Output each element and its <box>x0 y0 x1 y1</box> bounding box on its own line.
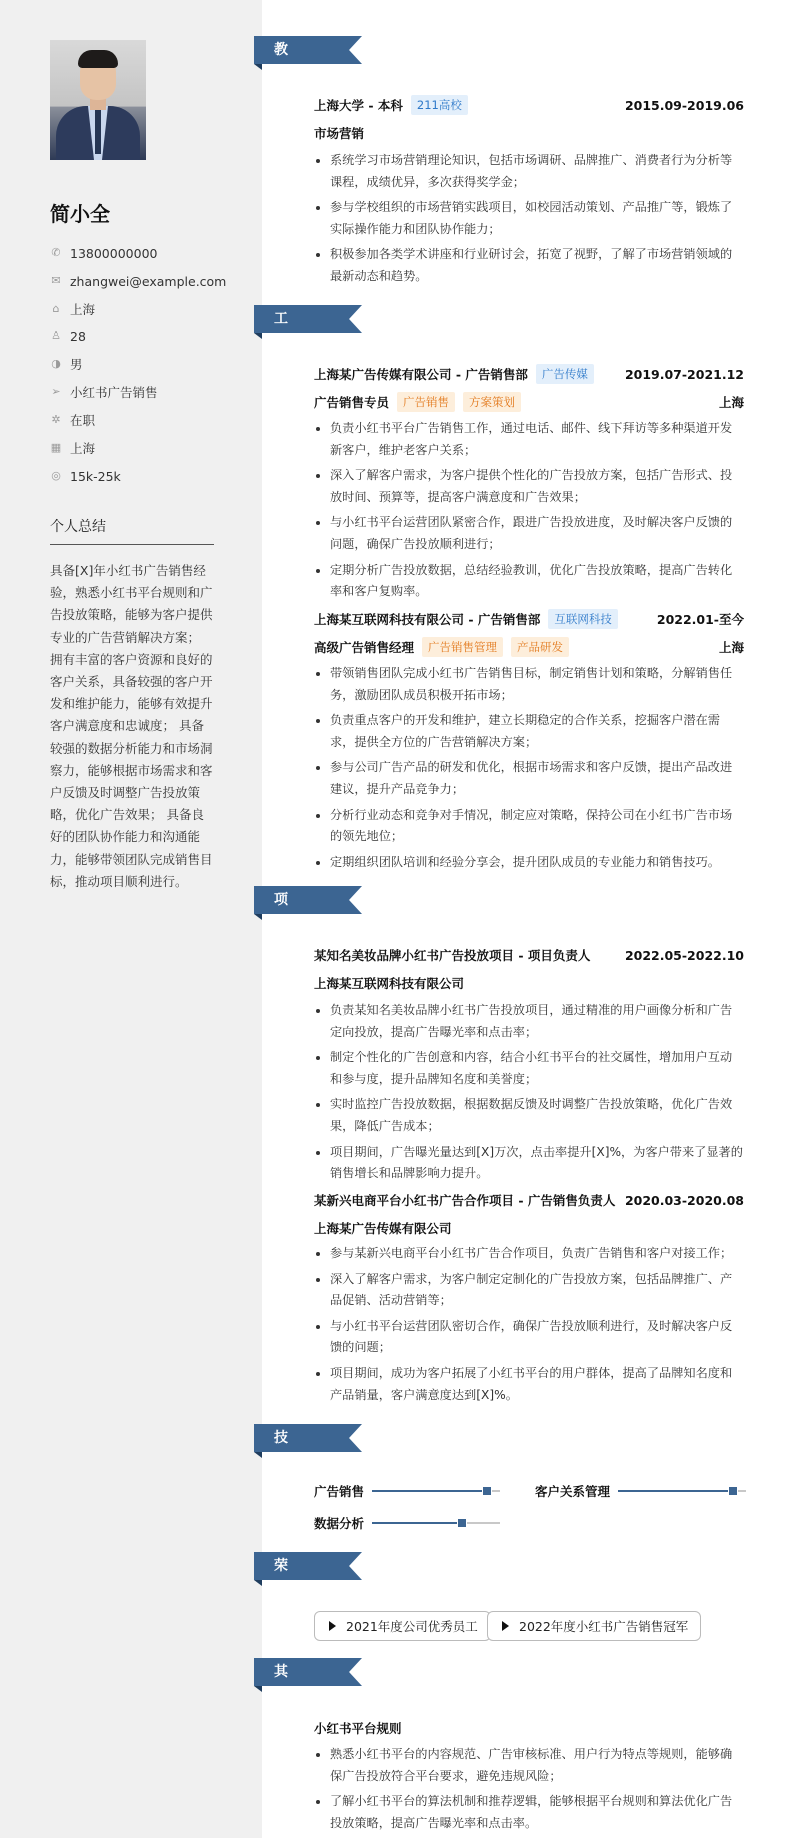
skill-tag: 方案策划 <box>463 392 521 412</box>
info-age <box>50 327 86 345</box>
list-item: 项目期间，广告曝光量达到[X]万次，点击率提升[X]%，为客户带来了显著的销售增长和品牌影响力提升。 <box>314 1142 744 1185</box>
school-tag: 211高校 <box>411 95 468 115</box>
section-title: 其他信息 <box>274 1664 289 1764</box>
skill-bar <box>372 1490 500 1492</box>
section-title: 项目经历 <box>274 892 289 992</box>
work-header-row <box>314 609 744 629</box>
list-item: 深入了解客户需求，为客户制定定制化的广告投放方案，包括品牌推广、产品促销、活动营销等； <box>314 1269 744 1312</box>
info-text: 15k-25k <box>70 468 121 484</box>
project-company: 上海某广告传媒有限公司 <box>314 1221 452 1236</box>
summary-title: 个人总结 <box>50 519 106 535</box>
skill-crm <box>535 1482 746 1500</box>
list-item: 实时监控广告投放数据，根据数据反馈及时调整广告投放策略，优化广告效果，降低广告成本； <box>314 1094 744 1137</box>
skill-tag: 产品研发 <box>511 637 569 657</box>
skill-tag: 广告销售 <box>397 392 455 412</box>
skill-data-analysis <box>314 1514 500 1532</box>
project-dates: 2020.03-2020.08 <box>624 1192 744 1208</box>
project-company-row <box>314 1219 744 1237</box>
work-title-row <box>314 637 744 657</box>
list-item: 定期分析广告投放数据，总结经验教训，优化广告投放策略，提高广告转化率和客户复购率。 <box>314 560 744 603</box>
info-text: 13800000000 <box>70 245 158 261</box>
job-title: 广告销售专员 <box>314 395 390 410</box>
work-header-row <box>314 364 744 384</box>
major: 市场营销 <box>314 126 365 141</box>
education-header-row <box>314 95 744 115</box>
list-item: 深入了解客户需求，为客户提供个性化的广告投放方案，包括广告形式、投放时间、预算等，提高客户满意度和广告效果； <box>314 465 744 508</box>
info-gender <box>50 355 83 373</box>
home-icon: ⌂ <box>52 302 60 315</box>
avatar <box>50 40 146 160</box>
list-item: 与小红书平台运营团队紧密合作，跟进广告投放进度，及时解决客户反馈的问题，确保广告投放顺利进行； <box>314 512 744 555</box>
summary-text: 具备[X]年小红书广告销售经验，熟悉小红书平台规则和广告投放策略，能够为客户提供专业的广告营销解决方案； 拥有丰富的客户资源和良好的客户关系，具备较强的客户开发和维护能力，能够有效提升客户满意度和忠诚度； 具备较强的数据分析能力和市场洞察力，能够根据市场需求和客户反馈及时调整广告投放策略，优化广告效果； 具备良好的团队协作能力和沟通能力，能够带领团队完成销售目标，推动项目顺利进行。 <box>50 563 213 889</box>
school-name: 上海大学 - 本科 <box>314 98 403 113</box>
info-text: 小红书广告销售 <box>70 385 158 400</box>
info-status <box>50 411 95 429</box>
project-dates: 2022.05-2022.10 <box>624 947 744 963</box>
list-item: 负责某知名美妆品牌小红书广告投放项目，通过精准的用户画像分析和广告定向投放，提高广告曝光率和点击率； <box>314 1000 744 1043</box>
skill-bar <box>618 1490 746 1492</box>
work-city: 上海 <box>718 640 744 655</box>
company-name: 上海某广告传媒有限公司 - 广告销售部 <box>314 367 528 382</box>
info-text: 男 <box>70 357 83 372</box>
skill-name: 数据分析 <box>314 1516 365 1531</box>
building-icon: ▦ <box>50 441 62 454</box>
other-title-row <box>314 1719 744 1737</box>
list-item: 积极参加各类学术讲座和行业研讨会，拓宽了视野，了解了市场营销领域的最新动态和趋势。 <box>314 244 744 287</box>
skill-name: 客户关系管理 <box>535 1484 611 1499</box>
skill-name: 广告销售 <box>314 1484 365 1499</box>
project-bullets <box>314 1243 744 1410</box>
section-title: 荣誉奖项 <box>274 1558 289 1658</box>
project-company-row <box>314 974 744 992</box>
list-item: 带领销售团队完成小红书广告销售目标，制定销售计划和策略，分解销售任务，激励团队成员积极开拓市场； <box>314 663 744 706</box>
project-name: 某新兴电商平台小红书广告合作项目 - 广告销售负责人 <box>314 1193 616 1208</box>
education-dates: 2015.09-2019.06 <box>624 97 744 113</box>
project-company: 上海某互联网科技有限公司 <box>314 976 465 991</box>
list-item: 参与学校组织的市场营销实践项目，如校园活动策划、产品推广等，锻炼了实际操作能力和团队协作能力； <box>314 197 744 240</box>
phone-icon: ✆ <box>51 246 61 259</box>
award-label: 2021年度公司优秀员工 <box>346 1619 478 1634</box>
project-header-row <box>314 1191 744 1209</box>
other-bullets <box>314 1744 744 1838</box>
info-city <box>50 439 95 457</box>
play-icon <box>329 1621 336 1631</box>
info-email <box>50 272 226 290</box>
info-salary <box>50 467 121 485</box>
section-title: 工作经历 <box>274 311 289 411</box>
list-item: 定期组织团队培训和经验分享会，提升团队成员的专业能力和销售技巧。 <box>314 852 744 874</box>
work-dates: 2022.01-至今 <box>656 612 744 627</box>
info-text: 上海 <box>70 441 96 456</box>
sidebar <box>0 0 262 1838</box>
list-item: 负责小红书平台广告销售工作，通过电话、邮件、线下拜访等多种渠道开发新客户，维护老客户关系； <box>314 418 744 461</box>
award-label: 2022年度小红书广告销售冠军 <box>519 1619 689 1634</box>
list-item: 项目期间，成功为客户拓展了小红书平台的用户群体，提高了品牌知名度和产品销量，客户满意度达到[X]%。 <box>314 1363 744 1406</box>
award-item <box>487 1611 701 1641</box>
list-item: 负责重点客户的开发和维护，建立长期稳定的合作关系，挖掘客户潜在需求，提供全方位的广告营销解决方案； <box>314 710 744 753</box>
info-text: 上海 <box>70 302 96 317</box>
send-icon: ➢ <box>51 385 61 398</box>
work-city: 上海 <box>718 395 744 410</box>
status-icon: ✲ <box>51 413 61 426</box>
work-bullets <box>314 418 744 607</box>
education-bullets <box>314 150 744 292</box>
industry-tag: 互联网科技 <box>548 609 618 629</box>
work-title-row <box>314 392 744 412</box>
email-icon: ✉ <box>51 274 61 287</box>
project-bullets <box>314 1000 744 1189</box>
candidate-name: 简小全 <box>50 202 110 226</box>
info-text: 在职 <box>70 413 96 428</box>
industry-tag: 广告传媒 <box>536 364 594 384</box>
list-item: 制定个性化的广告创意和内容，结合小红书平台的社交属性，增加用户互动和参与度，提升品牌知名度和美誉度； <box>314 1047 744 1090</box>
project-name: 某知名美妆品牌小红书广告投放项目 - 项目负责人 <box>314 948 591 963</box>
company-name: 上海某互联网科技有限公司 - 广告销售部 <box>314 612 541 627</box>
info-location <box>50 300 95 318</box>
job-title: 高级广告销售经理 <box>314 640 415 655</box>
project-header-row <box>314 946 744 964</box>
list-item: 了解小红书平台的算法机制和推荐逻辑，能够根据平台规则和算法优化广告投放策略，提高广告曝光率和点击率。 <box>314 1791 744 1834</box>
gender-icon: ◑ <box>51 357 61 370</box>
skill-bar <box>372 1522 500 1524</box>
info-text: 28 <box>70 328 86 344</box>
work-bullets <box>314 663 744 877</box>
skill-tag: 广告销售管理 <box>422 637 503 657</box>
section-title: 技能专长 <box>274 1430 289 1530</box>
work-dates: 2019.07-2021.12 <box>624 366 744 382</box>
other-title: 小红书平台规则 <box>314 1721 402 1736</box>
list-item: 系统学习市场营销理论知识，包括市场调研、品牌推广、消费者行为分析等课程，成绩优异，多次获得奖学金； <box>314 150 744 193</box>
section-title: 教育经历 <box>274 42 289 142</box>
list-item: 参与某新兴电商平台小红书广告合作项目，负责广告销售和客户对接工作； <box>314 1243 744 1265</box>
divider <box>50 544 214 545</box>
info-text: zhangwei@example.com <box>70 273 227 289</box>
list-item: 与小红书平台运营团队密切合作，确保广告投放顺利进行，及时解决客户反馈的问题； <box>314 1316 744 1359</box>
info-job-target <box>50 383 158 401</box>
salary-icon: ◎ <box>51 469 61 482</box>
list-item: 分析行业动态和竞争对手情况，制定应对策略，保持公司在小红书广告市场的领先地位； <box>314 805 744 848</box>
info-phone <box>50 244 157 262</box>
list-item: 参与公司广告产品的研发和优化，根据市场需求和客户反馈，提出产品改进建议，提升产品竞争力； <box>314 757 744 800</box>
list-item: 熟悉小红书平台的内容规范、广告审核标准、用户行为特点等规则，能够确保广告投放符合平台要求，避免违规风险； <box>314 1744 744 1787</box>
education-major-row <box>314 124 744 142</box>
award-item <box>314 1611 491 1641</box>
play-icon <box>502 1621 509 1631</box>
skill-ad-sales <box>314 1482 500 1500</box>
age-icon: ♙ <box>51 329 61 342</box>
